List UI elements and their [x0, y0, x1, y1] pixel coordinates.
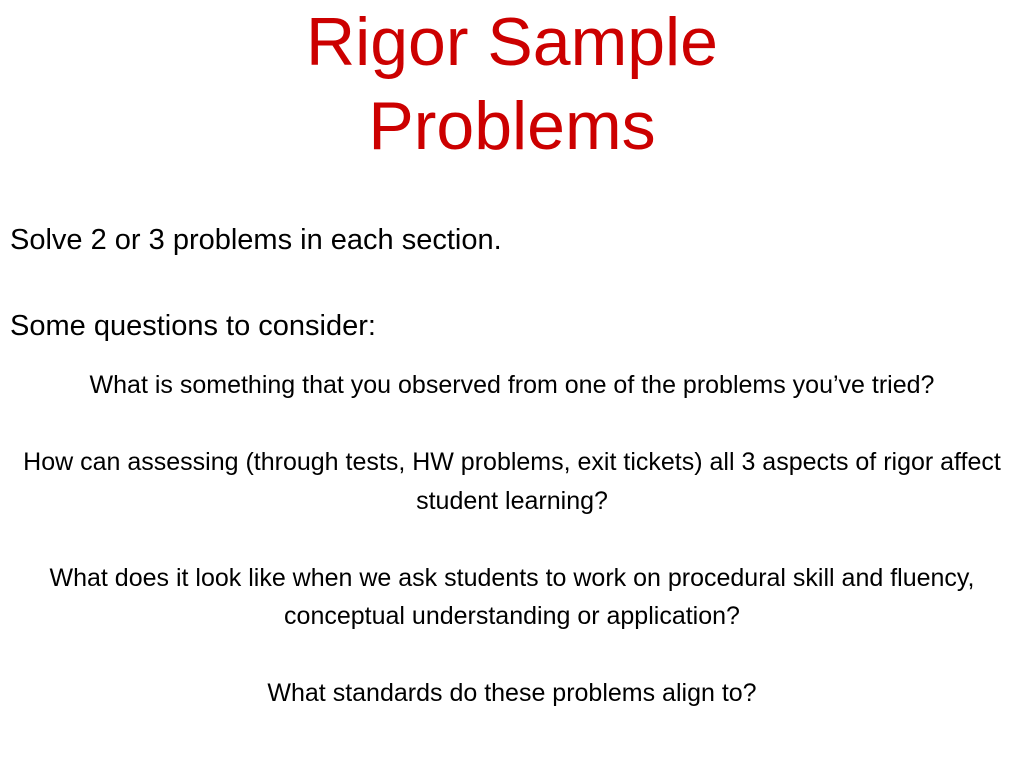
instruction-text: Solve 2 or 3 problems in each section.	[10, 224, 502, 256]
question-item: What is something that you observed from one of the problems you’ve tried?	[89, 371, 935, 399]
question-item: What standards do these problems align to?	[267, 679, 757, 707]
slide-title-line-2: Problems	[368, 88, 656, 164]
questions-heading: Some questions to consider:	[10, 310, 376, 342]
question-list	[0, 366, 1024, 713]
question-item: How can assessing (through tests, HW problems, exit tickets) all 3 aspects of rigor affect student learning?	[23, 448, 1001, 515]
question-item: What does it look like when we ask students to work on procedural skill and fluency, conceptual understanding or application?	[49, 563, 975, 630]
slide-title-line-1: Rigor Sample	[306, 4, 718, 80]
slide-title	[0, 0, 1024, 168]
